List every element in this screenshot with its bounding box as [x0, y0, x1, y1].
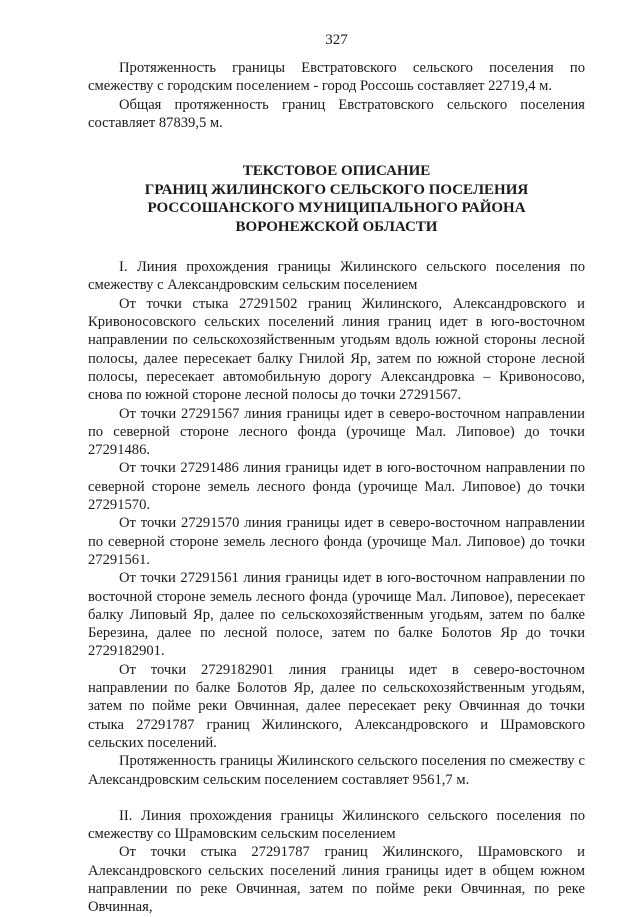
section-1: [88, 258, 585, 789]
title-line: РОССОШАНСКОГО МУНИЦИПАЛЬНОГО РАЙОНА: [147, 200, 526, 217]
title-line: ТЕКСТОВОЕ ОПИСАНИЕ: [242, 163, 431, 180]
title-line: ГРАНИЦ ЖИЛИНСКОГО СЕЛЬСКОГО ПОСЕЛЕНИЯ: [144, 181, 529, 198]
page-number: 327: [325, 32, 348, 48]
section-paragraph: От точки 27291570 линия границы идет в северо-восточном направлении по северной стороне земель лесного фонда (урочище Мал. Липовое) до точки 27291561.: [88, 515, 585, 568]
section-paragraph: От точки 27291567 линия границы идет в северо-восточном направлении по северной стороне лесного фонда (урочище Мал. Липовое) до точки 27291486.: [88, 405, 585, 459]
intro-paragraph: Протяженность границы Евстратовского сельского поселения по смежеству с городским поселением - город Россошь составляет 22719,4 м.: [88, 60, 585, 95]
section-paragraph: От точки стыка 27291502 границ Жилинского, Александровского и Кривоносовского сельских поселений линия границ идет в юго-восточном направлении по сельскохозяйственным угодьям вдоль южной стороны лесной полосы, далее пересекает балку Гнилой Яр, затем по южной стороне лесной полосы, пересекает автомобильную дорогу Александровка – Кривоносово, снова по южной стороне лесной полосы до точки 27291567.: [88, 295, 585, 404]
section-paragraph: Протяженность границы Жилинского сельского поселения по смежеству с Александровским сельским поселением составляет 9561,7 м.: [88, 753, 585, 788]
document-title: [88, 162, 585, 236]
section-heading: II. Линия прохождения границы Жилинского сельского поселения по смежеству со Шрамовским сельским поселением: [88, 807, 585, 843]
section-spacer: [88, 789, 585, 807]
section-2: [88, 807, 585, 917]
section-paragraph: От точки 2729182901 линия границы идет в северо-восточном направлении по балке Болотов Яр, далее по сельскохозяйственным угодьям, затем по пойме реки Овчинная, далее пересекает реку Овчинная до точки стыка 27291787 границ Жилинского, Александровского и Шрамовского сельских поселений.: [88, 661, 585, 751]
document-body: [88, 59, 585, 917]
section-paragraph: От точки стыка 27291787 границ Жилинского, Шрамовского и Александровского сельских поселений линия границы идет в общем южном направлении по реке Овчинная, затем по пойме реки Овчинная, по реке Овчинная,: [88, 844, 585, 916]
section-paragraph: От точки 27291561 линия границы идет в юго-восточном направлении по восточной стороне земель лесного фонда (урочище Мал. Липовое), пересекает балку Липовый Яр, далее по сельскохозяйственным угодьям, затем по балке Березина, далее по лесной полосе, затем по балке Болотов Яр до точки 2729182901.: [88, 570, 585, 660]
section-paragraph: От точки 27291486 линия границы идет в юго-восточном направлении по северной стороне земель лесного фонда (урочище Мал. Липовое) до точки 27291570.: [88, 460, 585, 514]
section-heading: I. Линия прохождения границы Жилинского сельского поселения по смежеству с Александровским сельским поселением: [88, 259, 585, 294]
intro-paragraph: Общая протяженность границ Евстратовского сельского поселения составляет 87839,5 м.: [88, 96, 585, 131]
title-line: ВОРОНЕЖСКОЙ ОБЛАСТИ: [235, 218, 438, 235]
